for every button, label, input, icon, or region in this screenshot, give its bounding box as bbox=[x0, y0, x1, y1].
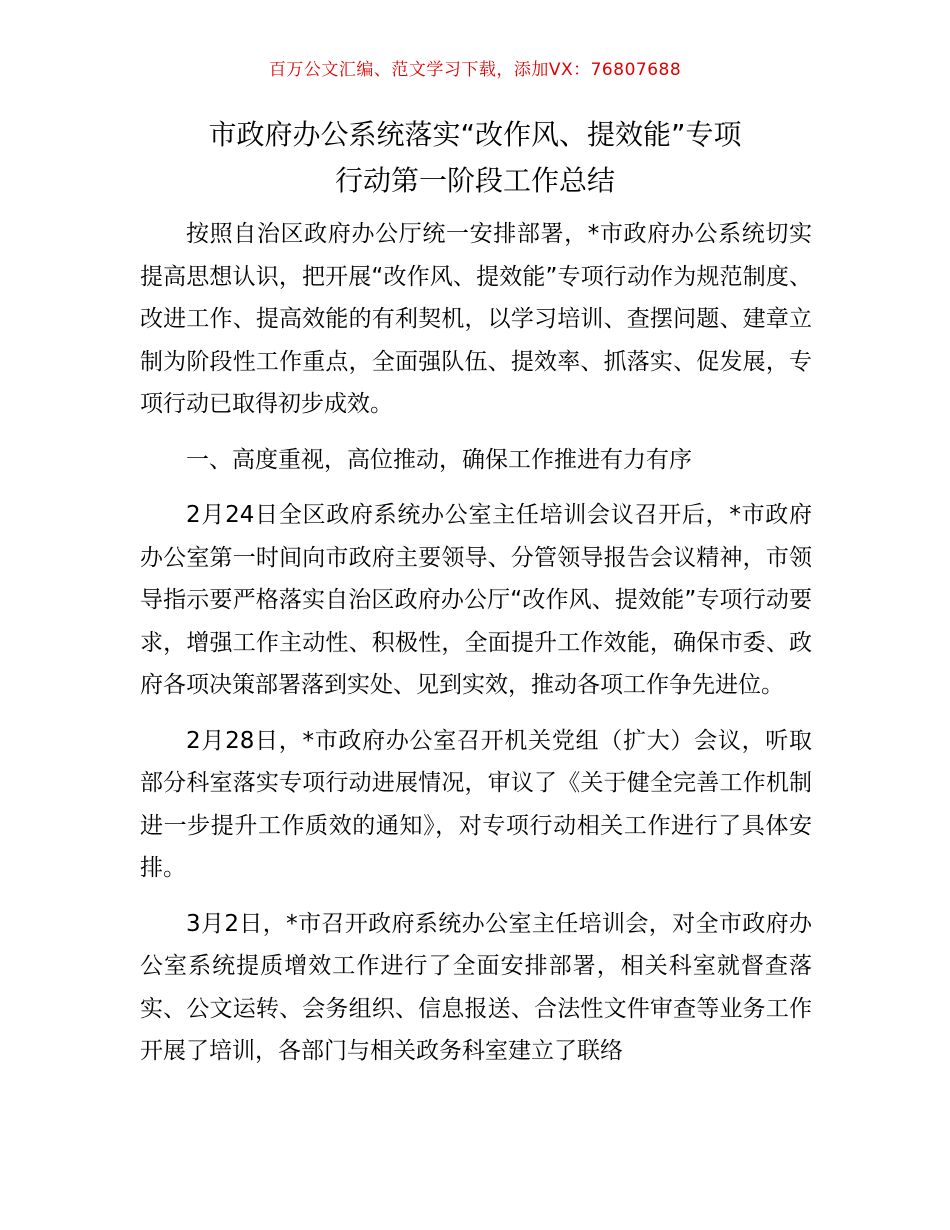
watermark-header-note: 百万公文汇编、范文学习下载，添加VX：76807688 bbox=[268, 60, 682, 80]
paragraph-mar-2: 3月2日，*市召开政府系统办公室主任培训会，对全市政府办公室系统提质增效工作进行了全面安排部署，相关科室就督查落实、公文运转、会务组织、信息报送、合法性文件审查等业务工作开展了培训，各部门与相关政务科室建立了联络 bbox=[140, 910, 812, 1064]
document-body bbox=[140, 213, 812, 1086]
paragraph-feb-28: 2月28日，*市政府办公室召开机关党组（扩大）会议，听取部分科室落实专项行动进展情况，审议了《关于健全完善工作机制进一步提升工作质效的通知》，对专项行动相关工作进行了具体安排。 bbox=[140, 727, 812, 881]
paragraph-feb-24: 2月24日全区政府系统办公室主任培训会议召开后，*市政府办公室第一时间向市政府主要领导、分管领导报告会议精神，市领导指示要严格落实自治区政府办公厅“改作风、提效能”专项行动要求，增强工作主动性、积极性，全面提升工作效能，确保市委、政府各项决策部署落到实处、见到实效，推动各项工作争先进位。 bbox=[140, 502, 812, 698]
document-title bbox=[140, 112, 810, 204]
paragraph-intro: 按照自治区政府办公厅统一安排部署，*市政府办公系统切实提高思想认识，把开展“改作风、提效能”专项行动作为规范制度、改进工作、提高效能的有利契机，以学习培训、查摆问题、建章立制为阶段性工作重点，全面强队伍、提效率、抓落实、促发展，专项行动已取得初步成效。 bbox=[140, 221, 812, 417]
section-heading-1: 一、高度重视，高位推动，确保工作推进有力有序 bbox=[186, 446, 692, 473]
title-line-2: 行动第一阶段工作总结 bbox=[334, 164, 615, 197]
title-line-1: 市政府办公系统落实“改作风、提效能”专项 bbox=[208, 118, 742, 151]
